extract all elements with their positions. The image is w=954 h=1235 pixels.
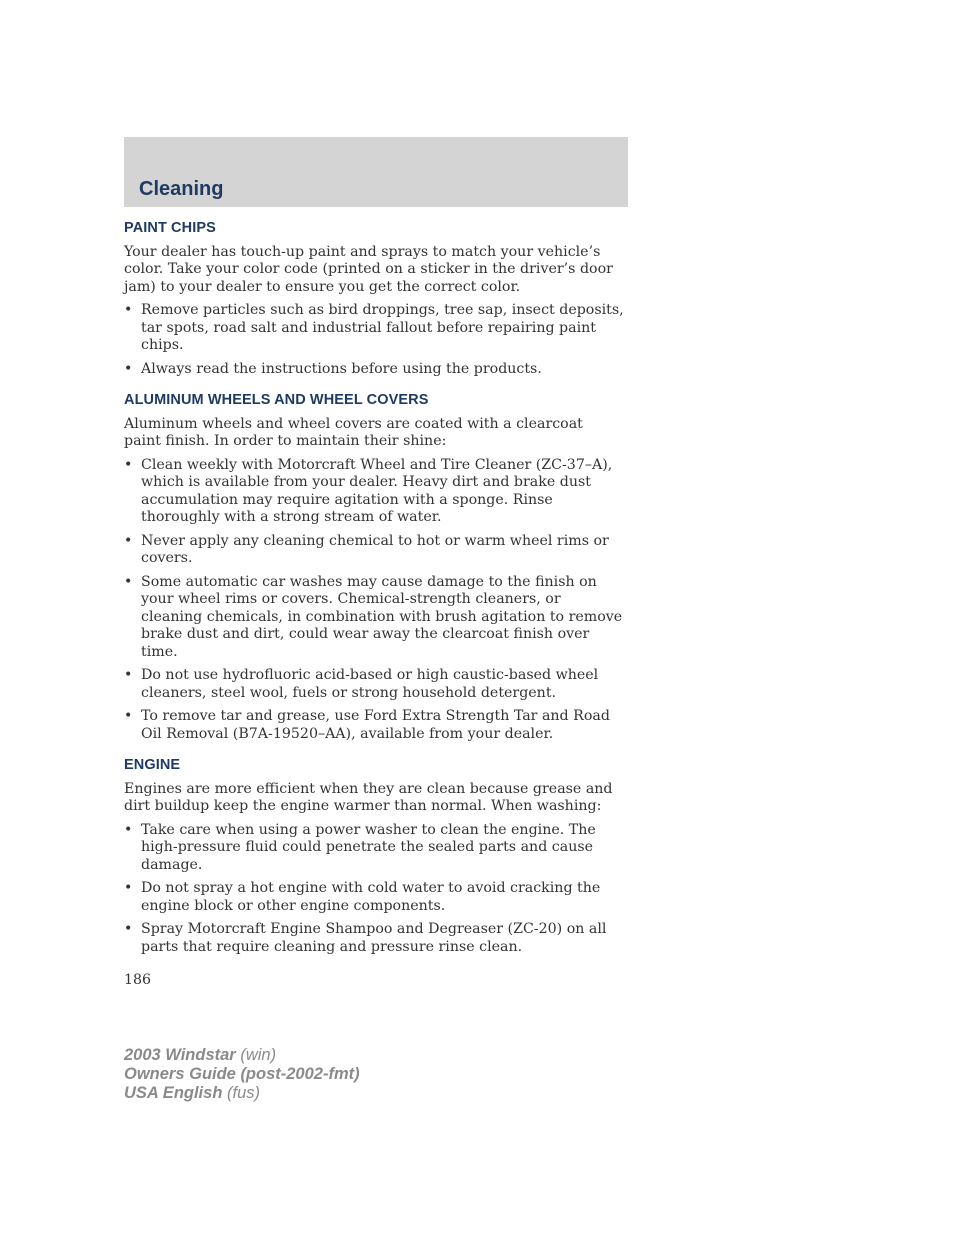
bullet-icon: • [124, 821, 133, 838]
bullet-list-aluminum-wheels [124, 457, 624, 744]
bullet-icon: • [124, 880, 133, 896]
bullet-icon: • [124, 532, 133, 549]
list-item: • Do not use hydrofluoric acid-based or high caustic-based wheel cleaners, steel wool, fuels or strong household detergent. [124, 667, 599, 701]
bullet-list-engine [124, 822, 624, 957]
paragraph-engine: Engines are more efficient when they are clean because grease and dirt buildup keep the engine warmer than normal. When washing: [124, 780, 613, 814]
list-item: • Some automatic car washes may cause damage to the finish on your wheel rims or covers. Chemical-strength cleaners, or cleaning chemicals, in combination with brush agitation to remove brake dust and dirt, could wear away the clearcoat finish over time. [124, 573, 623, 660]
footer-line-language: USA English (fus) [124, 1084, 260, 1102]
paragraph-aluminum-wheels: Aluminum wheels and wheel covers are coated with a clearcoat paint finish. In order to maintain their shine: [124, 415, 583, 449]
list-item: • Remove particles such as bird droppings, tree sap, insect deposits, tar spots, road salt and industrial fallout before repairing paint chips. [124, 302, 624, 353]
list-item: • To remove tar and grease, use Ford Extra Strength Tar and Road Oil Removal (B7A-19520–AA), available from your dealer. [124, 708, 610, 742]
footer-line-vehicle: 2003 Windstar (win) [124, 1046, 277, 1064]
list-item: • Clean weekly with Motorcraft Wheel and Tire Cleaner (ZC-37–A), which is available from your dealer. Heavy dirt and brake dust accumulation may require agitation with a sponge. Rinse thoroughly with a strong stream of water. [124, 456, 613, 525]
bullet-list-paint-chips [124, 302, 624, 378]
list-item: • Take care when using a power washer to clean the engine. The high-pressure fluid could penetrate the sealed parts and cause damage. [124, 821, 596, 873]
page-number: 186 [124, 972, 152, 988]
bullet-icon: • [124, 360, 133, 377]
list-item: • Always read the instructions before using the products. [124, 360, 542, 377]
paragraph-paint-chips: Your dealer has touch-up paint and sprays to match your vehicle’s color. Take your color code (printed on a sticker in the driver’s door jam) to your dealer to ensure you get the correct color. [124, 243, 613, 295]
heading-aluminum-wheels: ALUMINUM WHEELS AND WHEEL COVERS [124, 392, 429, 408]
page-title: Cleaning [139, 178, 224, 200]
document-footer [124, 1046, 360, 1103]
footer-line-guide: Owners Guide (post-2002-fmt) [124, 1065, 360, 1083]
heading-paint-chips: PAINT CHIPS [124, 220, 216, 236]
bullet-icon: • [124, 573, 133, 590]
list-item: • Spray Motorcraft Engine Shampoo and Degreaser (ZC-20) on all parts that require cleaning and pressure rinse clean. [124, 921, 607, 955]
document-body [124, 220, 624, 990]
bullet-icon: • [124, 708, 133, 724]
bullet-icon: • [124, 302, 133, 318]
section-header-band [124, 137, 628, 207]
bullet-icon: • [124, 456, 133, 473]
bullet-icon: • [124, 667, 133, 683]
list-item: • Do not spray a hot engine with cold water to avoid cracking the engine block or other engine components. [124, 880, 601, 914]
heading-engine: ENGINE [124, 757, 181, 773]
list-item: • Never apply any cleaning chemical to hot or warm wheel rims or covers. [124, 532, 609, 566]
bullet-icon: • [124, 921, 133, 937]
